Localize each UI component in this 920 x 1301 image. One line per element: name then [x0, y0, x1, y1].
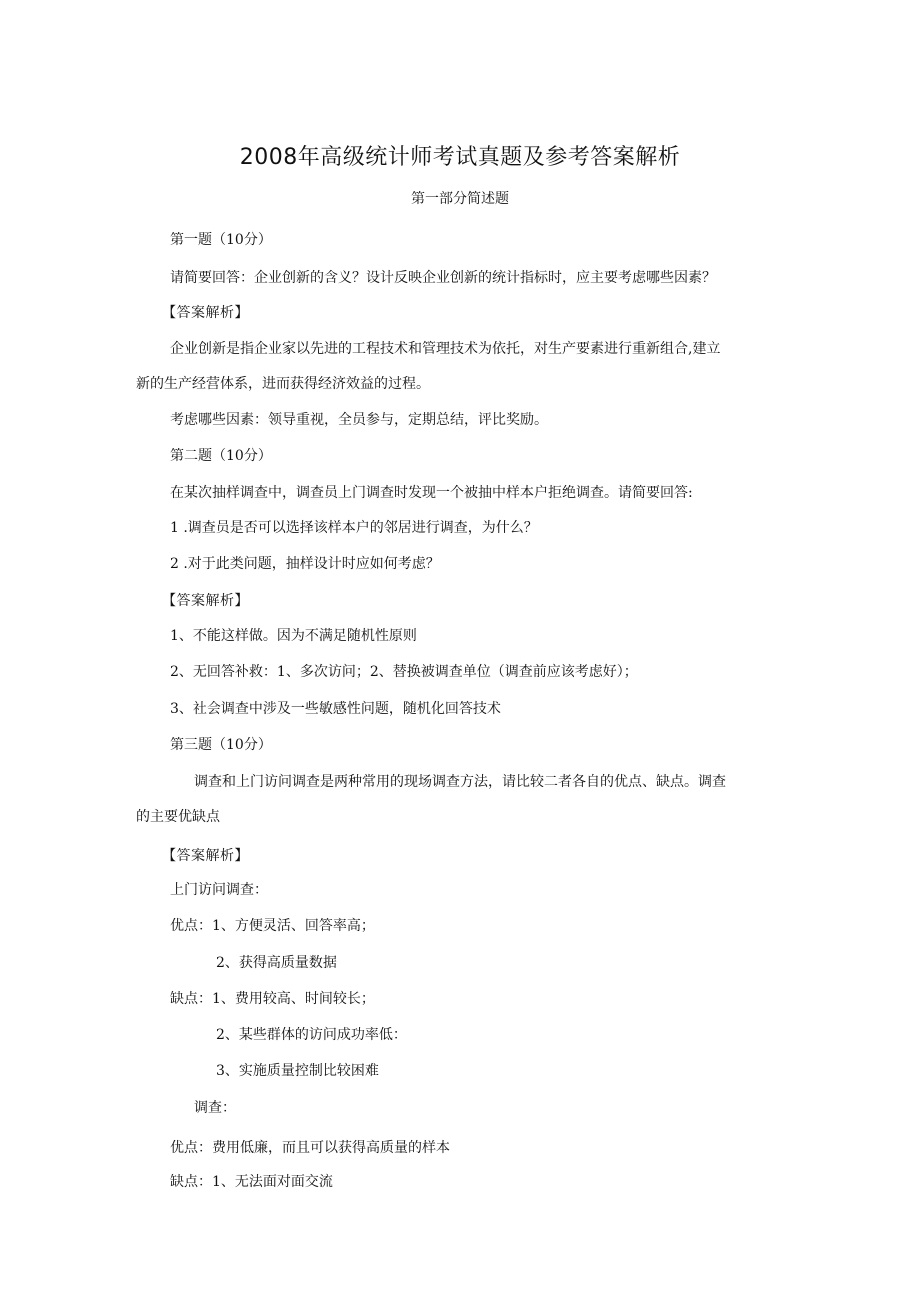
- q3-other-pros: 优点：费用低廉，而且可以获得高质量的样本: [170, 1140, 450, 1156]
- q2-answer-line: 3、社会调查中涉及一些敏感性问题，随机化回答技术: [170, 701, 501, 717]
- section-title: 第一部分简述题: [411, 191, 509, 207]
- document-title: 2008年高级统计师考试真题及参考答案解析: [239, 145, 681, 170]
- q3-other-cons: 缺点：1、无法面对面交流: [170, 1174, 333, 1190]
- q3-question: 调查和上门访问调查是两种常用的现场调查方法，请比较二者各自的优点、缺点。调查: [194, 774, 726, 790]
- q1-answer-line: 考虑哪些因素：领导重视，全员参与，定期总结，评比奖励。: [170, 412, 548, 428]
- q2-heading: 第二题（10分）: [170, 448, 272, 464]
- q1-answer-line: 新的生产经营体系，进而获得经济效益的过程。: [136, 376, 430, 392]
- q3-answer-heading: 【答案解析】: [162, 848, 249, 864]
- q2-answer-heading: 【答案解析】: [162, 593, 249, 609]
- q1-heading: 第一题（10分）: [170, 232, 272, 248]
- q3-door-pros: 2、获得高质量数据: [216, 955, 337, 971]
- q3-door-cons: 2、某些群体的访问成功率低：: [216, 1027, 407, 1043]
- q3-other-heading: 调查：: [194, 1100, 236, 1116]
- q3-door-cons: 缺点：1、费用较高、时间较长；: [170, 991, 375, 1007]
- q1-question: 请简要回答：企业创新的含义？设计反映企业创新的统计指标时，应主要考虑哪些因素？: [170, 270, 716, 286]
- q3-heading: 第三题（10分）: [170, 737, 272, 753]
- q3-door-cons: 3、实施质量控制比较困难: [216, 1063, 379, 1079]
- q3-door-heading: 上门访问调查：: [170, 882, 268, 898]
- q2-question: 在某次抽样调查中，调查员上门调查时发现一个被抽中样本户拒绝调查。请简要回答:: [170, 485, 693, 501]
- q3-question: 的主要优缺点: [136, 809, 220, 825]
- q2-subquestion: 1 .调查员是否可以选择该样本户的邻居进行调查，为什么？: [170, 520, 538, 536]
- q2-answer-line: 1、不能这样做。因为不满足随机性原则: [170, 628, 417, 644]
- q2-subquestion: 2 .对于此类问题，抽样设计时应如何考虑？: [170, 556, 440, 572]
- q3-door-pros: 优点：1、方便灵活、回答率高；: [170, 918, 375, 934]
- q1-answer-line: 企业创新是指企业家以先进的工程技术和管理技术为依托，对生产要素进行重新组合,建立: [170, 341, 721, 357]
- q2-answer-line: 2、无回答补救：1、多次访问；2、替换被调查单位（调查前应该考虑好）；: [170, 664, 638, 680]
- q1-answer-heading: 【答案解析】: [162, 305, 249, 321]
